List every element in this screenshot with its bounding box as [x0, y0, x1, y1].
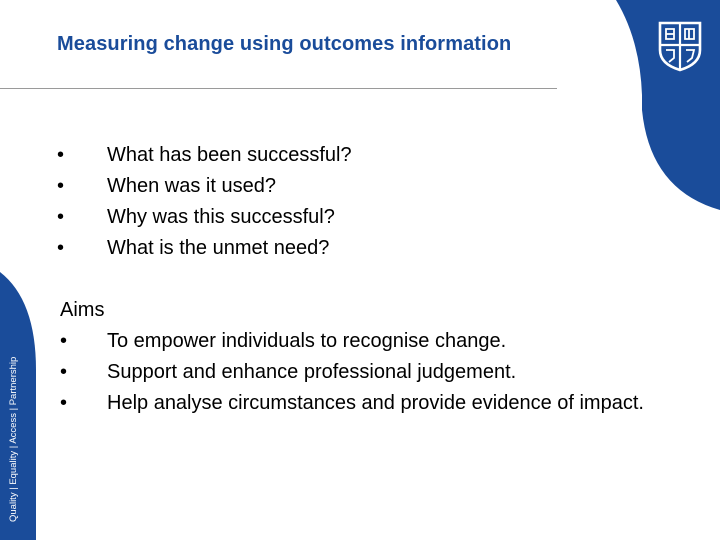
bullet: •: [57, 144, 65, 166]
bullet: •: [60, 392, 68, 414]
bullet: •: [57, 175, 65, 197]
title-divider: [0, 88, 557, 89]
page-title: Measuring change using outcomes information: [57, 33, 512, 55]
sidebar-tagline: Quality | Equality | Access | Partnership: [8, 356, 19, 522]
aims-heading: Aims: [60, 299, 105, 321]
bullet: •: [60, 361, 68, 383]
list-item: [60, 357, 677, 388]
list-item: [60, 326, 677, 357]
question-text: What has been successful?: [107, 144, 352, 166]
question-text: Why was this successful?: [107, 206, 335, 228]
bullet: •: [57, 206, 65, 228]
aim-text: Help analyse circumstances and provide evidence of impact.: [107, 392, 644, 414]
aim-text: To empower individuals to recognise change.: [107, 330, 507, 352]
bullet: •: [57, 237, 65, 259]
shield-crest-icon: [657, 20, 703, 72]
list-item: [60, 388, 677, 419]
aim-text: Support and enhance professional judgement.: [107, 361, 517, 383]
aims-list: [60, 326, 677, 419]
question-text: What is the unmet need?: [107, 237, 330, 259]
question-text: When was it used?: [107, 175, 276, 197]
bullet: •: [60, 330, 68, 352]
